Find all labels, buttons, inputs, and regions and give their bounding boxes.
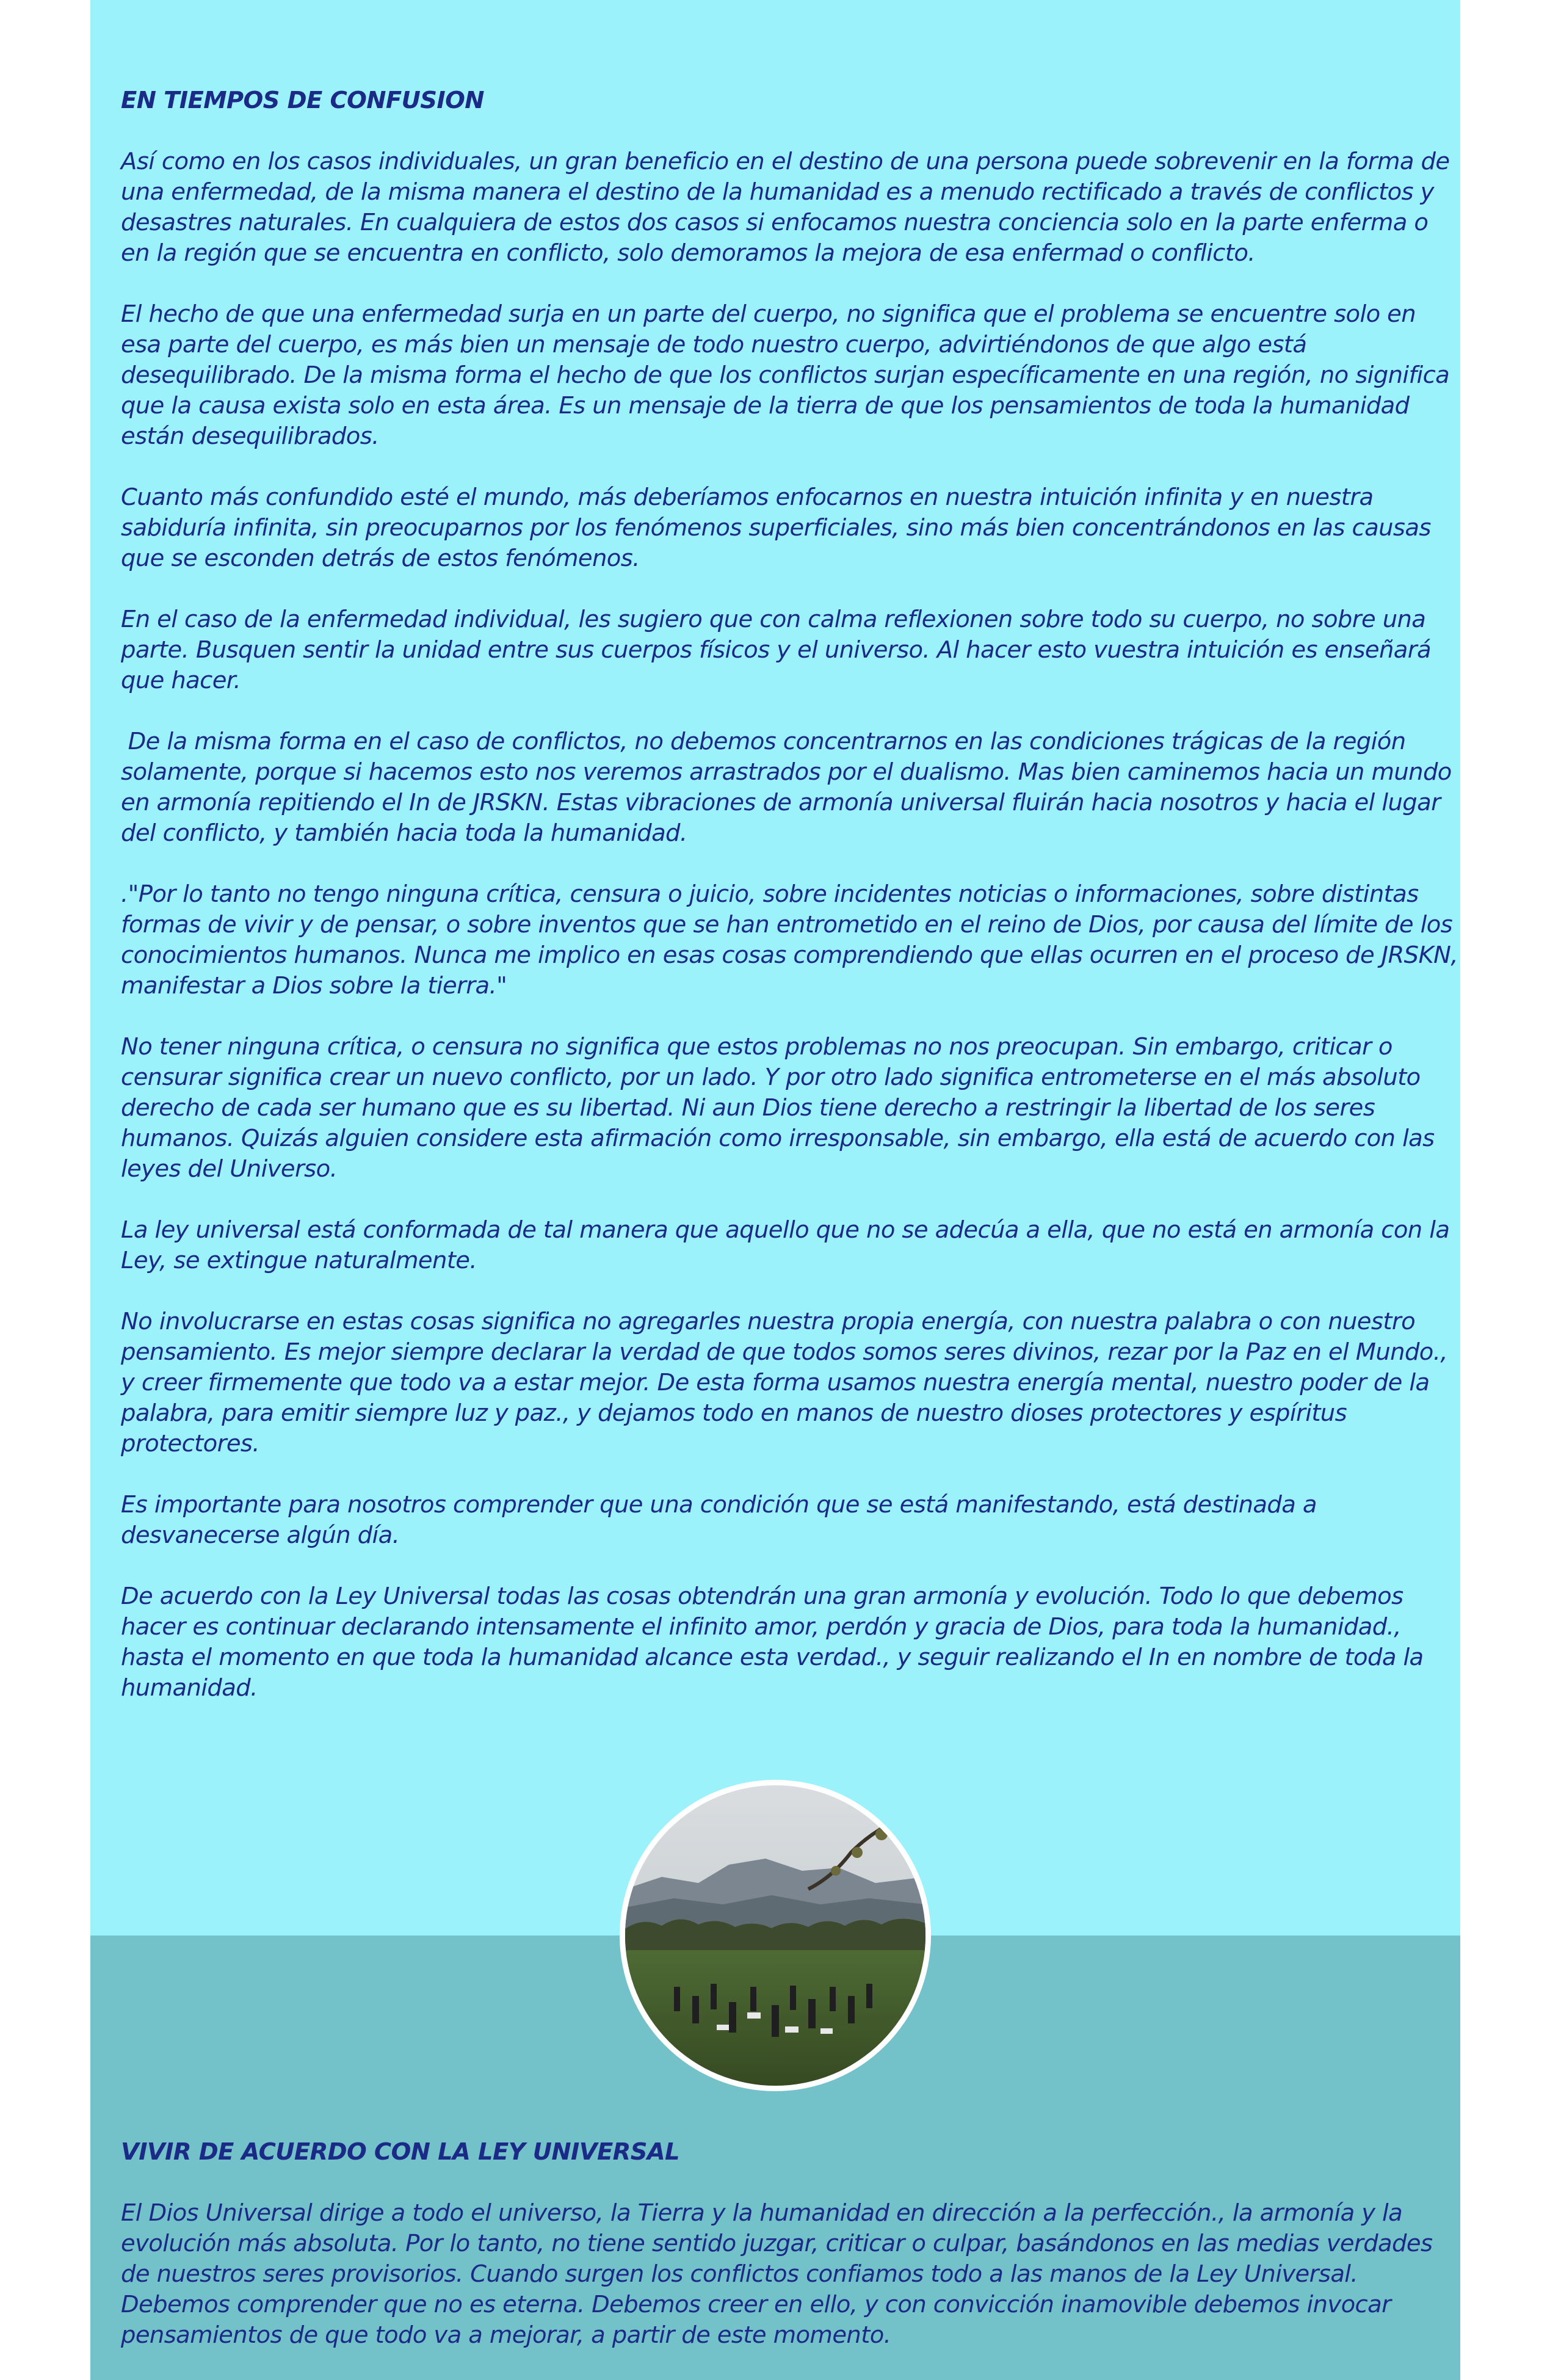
circle-photo-frame	[620, 1780, 931, 2091]
paragraph: Es importante para nosotros comprender que una condición que se está manifestando, está destinada a desvanecerse algún día.	[121, 1491, 1324, 1549]
paragraph: De acuerdo con la Ley Universal todas las cosas obtendrán una gran armonía y evolución. Todo lo que debemos hacer es continuar declarando intensamente el infinito amor, perdón y gracia de Dios, para toda la humanidad., hasta el momento en que toda la humanidad alcance esta verdad., y seguir realizando el In en nombre de toda la humanidad.	[121, 1583, 1431, 1702]
section-title-universal-law: VIVIR DE ACUERDO CON LA LEY UNIVERSAL	[121, 2138, 679, 2166]
paragraph: El hecho de que una enfermedad surja en un parte del cuerpo, no significa que el problema se encuentre solo en esa parte del cuerpo, es más bien un mensaje de todo nuestro cuerpo, advirtiéndonos de que algo está desequilibrado. De la misma forma el hecho de que los conflictos surjan específicamente en una región, no significa que la causa exista solo en esta área. Es un mensaje de la tierra de que los pensamientos de toda la humanidad están desequilibrados.	[121, 300, 1457, 450]
section-universal-law	[121, 2137, 1452, 2351]
paragraph: De la misma forma en el caso de conflictos, no debemos concentrarnos en las condiciones trágicas de la región solamente, porque si hacemos esto nos veremos arrastrados por el dualismo. Mas bien caminemos hacia un mundo en armonía repitiendo el In de JRSKN. Estas vibraciones de armonía universal fluirán hacia nosotros y hacia el lugar del conflicto, y también hacia toda la humanidad.	[121, 728, 1459, 847]
paragraph: ."Por lo tanto no tengo ninguna crítica, censura o juicio, sobre incidentes noticias o informaciones, sobre distintas formas de vivir y de pensar, o sobre inventos que se han entrometido en el reino de Dios, por causa del límite de los conocimientos humanos. Nunca me implico en esas cosas comprendiendo que ellas ocurren en el proceso de JRSKN, manifestar a Dios sobre la tierra."	[121, 880, 1465, 1000]
paragraph: Cuanto más confundido esté el mundo, más deberíamos enfocarnos en nuestra intuición infinita y en nuestra sabiduría infinita, sin preocuparnos por los fenómenos superficiales, sino más bien concentrándonos en las causas que se esconden detrás de estos fenómenos.	[121, 484, 1438, 572]
paragraph: Así como en los casos individuales, un gran beneficio en el destino de una persona puede sobrevenir en la forma de una enfermedad, de la misma manera el destino de la humanidad es a menudo rectificado a través de conflictos y desastres naturales. En cualquiera de estos dos casos si enfocamos nuestra conciencia solo en la parte enferma o en la región que se encuentra en conflicto, solo demoramos la mejora de esa enfermad o conflicto.	[121, 148, 1457, 267]
paragraph: La ley universal está conformada de tal manera que aquello que no se adecúa a ella, que no está en armonía con la Ley, se extingue naturalmente.	[121, 1216, 1457, 1274]
section-title-confusion: EN TIEMPOS DE CONFUSION	[121, 87, 484, 114]
section-confusion	[121, 85, 1465, 1734]
paragraph: El Dios Universal dirige a todo el universo, la Tierra y la humanidad en dirección a la perfección., la armonía y la evolución más absoluta. Por lo tanto, no tiene sentido juzgar, criticar o culpar, basándonos en las medias verdades de nuestros seres provisorios. Cuando surgen los conflictos confiamos todo a las manos de la Ley Universal. Debemos comprender que no es eterna. Debemos creer en ello, y con convicción inamovible debemos invocar pensamientos de que todo va a mejorar, a partir de este momento.	[121, 2199, 1433, 2349]
paragraph: No tener ninguna crítica, o censura no significa que estos problemas no nos preocupan. Sin embargo, criticar o censurar significa crear un nuevo conflicto, por un lado. Y por otro lado significa entrometerse en el más absoluto derecho de cada ser humano que es su libertad. Ni aun Dios tiene derecho a restringir la libertad de los seres humanos. Quizás alguien considere esta afirmación como irresponsable, sin embargo, ella está de acuerdo con las leyes del Universo.	[121, 1033, 1442, 1183]
paragraph: No involucrarse en estas cosas significa no agregarles nuestra propia energía, con nuestra palabra o con nuestro pensamiento. Es mejor siempre declarar la verdad de que todos somos seres divinos, rezar por la Paz en el Mundo., y creer firmemente que todo va a estar mejor. De esta forma usamos nuestra energía mental, nuestro poder de la palabra, para emitir siempre luz y paz., y dejamos todo en manos de nuestro dioses protectores y espíritus protectores.	[121, 1308, 1455, 1457]
circle-photo-group-in-park-icon	[625, 1785, 925, 2086]
paragraph: En el caso de la enfermedad individual, les sugiero que con calma reflexionen sobre todo su cuerpo, no sobre una parte. Busquen sentir la unidad entre sus cuerpos físicos y el universo. Al hacer esto vuestra intuición es enseñará que hacer.	[121, 606, 1438, 694]
